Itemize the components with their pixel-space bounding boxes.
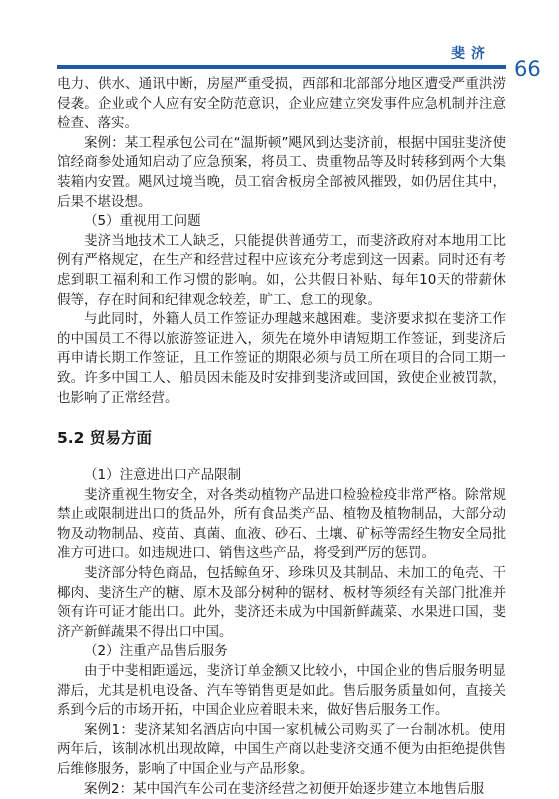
body-paragraph: 案例：某工程承包公司在“温斯顿”飓风到达斐济前，根据中国驻斐济使馆经商参处通知启动了应急预案，将员工、贵重物品等及时转移到两个大集装箱内安置。飓风过境当晚，员工宿舍板房全部被风摧毁，如仍居住其中，后果不堪设想。 <box>57 134 506 210</box>
subheading: （1）注意进出口产品限制 <box>84 467 242 484</box>
body-paragraph: 斐济重视生物安全，对各类动植物产品进口检验检疫非常严格。除常规禁止或限制进出口的货品外，所有食品类产品、植物及植物制品，大部分动物及动物制品、疫苗、真菌、血液、砂石、土壤、矿标等需经生物安全局批准方可进口。如违规进口、销售这些产品，将受到严厉的惩罚。 <box>57 486 506 562</box>
body-paragraph: 案例1：斐济某知名酒店向中国一家机械公司购买了一台制冰机。使用两年后，该制冰机出现故障，中国生产商以赴斐济交通不便为由拒绝提供售后维修服务，影响了中国企业与产品形象。 <box>57 721 506 777</box>
body-paragraph: 与此同时，外籍人员工作签证办理越来越困难。斐济要求拟在斐济工作的中国员工不得以旅游签证进入，须先在境外申请短期工作签证，到斐济后再申请长期工作签证，且工作签证的期限必须与员工所在项目的合同工期一致。许多中国工人、船员因未能及时安排到斐济或回国，致使企业被罚款，也影响了正常经营。 <box>57 311 506 406</box>
header-rule <box>57 65 506 69</box>
subheading: （2）注重产品售后服务 <box>84 643 228 660</box>
page-body <box>57 75 506 799</box>
running-header-country: 斐济 <box>451 46 491 62</box>
body-paragraph: 电力、供水、通讯中断，房屋严重受损，西部和北部部分地区遭受严重洪涝侵袭。企业或个人应有安全防范意识，企业应建立突发事件应急机制并注意检查、落实。 <box>57 76 506 132</box>
section-title: 5.2 贸易方面 <box>57 429 152 448</box>
subheading: （5）重视用工问题 <box>84 213 201 230</box>
page-number: 66 <box>514 57 541 81</box>
body-paragraph: 案例2：某中国汽车公司在斐济经营之初便开始逐步建立本地售后服 <box>84 780 485 797</box>
body-paragraph: 斐济当地技术工人缺乏，只能提供普通劳工，而斐济政府对本地用工比例有严格规定，在生产和经营过程中应该充分考虑到这一因素。同时还有考虑到职工福利和工作习惯的影响。如，公共假日补贴、每年10天的带薪休假等，存在时间和纪律观念较差，旷工、怠工的现象。 <box>57 232 506 308</box>
body-paragraph: 斐济部分特色商品，包括鲸鱼牙、珍珠贝及其制品、未加工的龟壳、干椰肉、斐济生产的糖、原木及部分树种的锯材、板材等须经有关部门批准并领有许可证才能出口。此外，斐济还未成为中国新鲜蔬菜、水果进口国，斐济产新鲜蔬果不得出口中国。 <box>57 565 506 640</box>
body-paragraph: 由于中斐相距遥远，斐济订单金额又比较小，中国企业的售后服务明显滞后，尤其是机电设备、汽车等销售更是如此。售后服务质量如何，直接关系到今后的市场开拓，中国企业应着眼未来，做好售后服务工作。 <box>57 663 506 719</box>
